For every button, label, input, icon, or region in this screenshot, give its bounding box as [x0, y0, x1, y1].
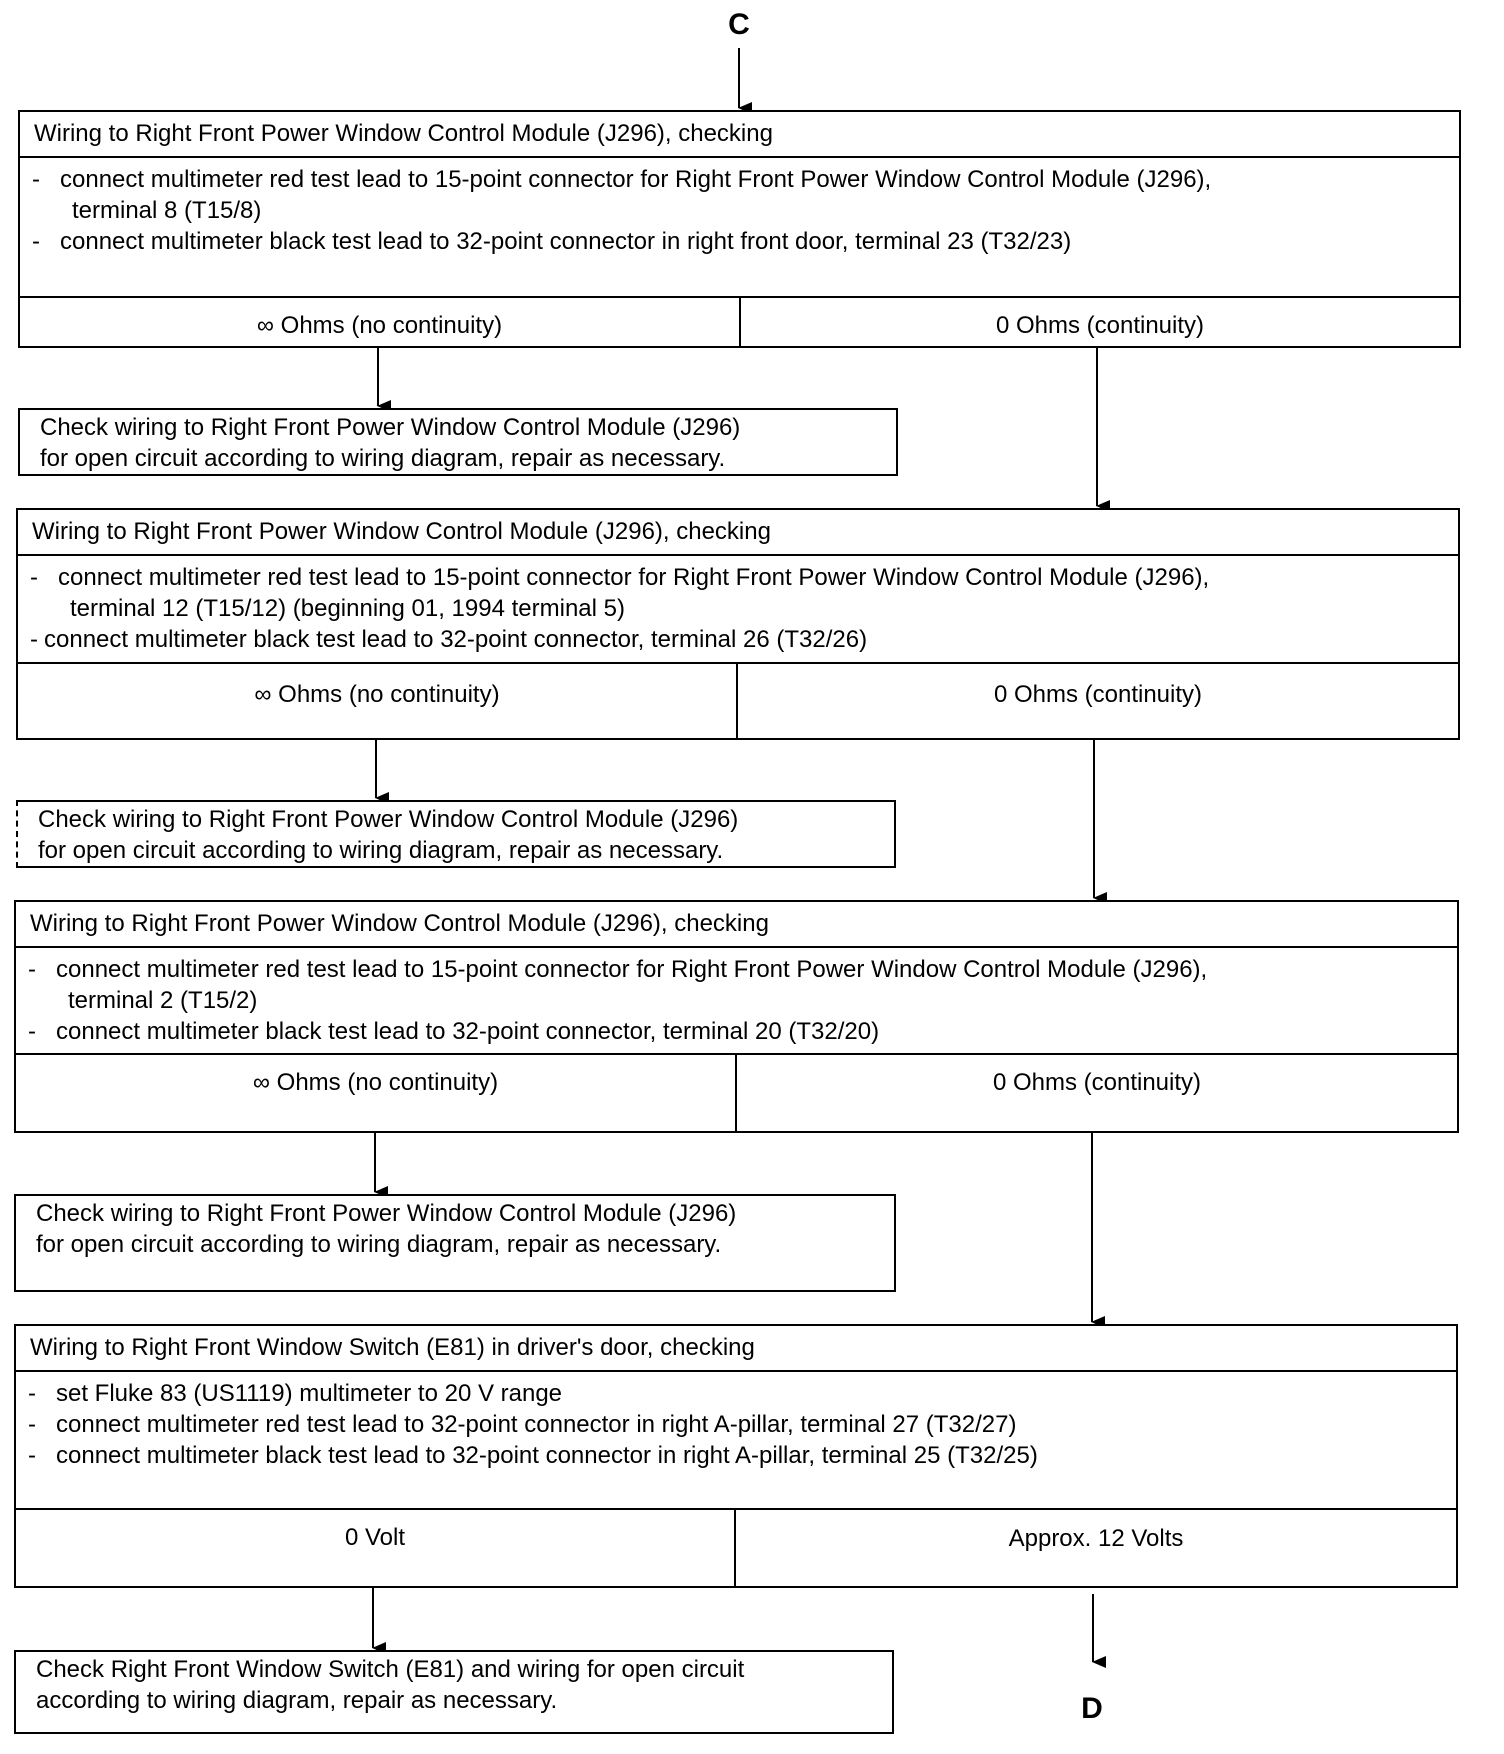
instruction-line: terminal 12 (T15/12) (beginning 01, 1994 terminal 5): [70, 595, 625, 622]
instruction-line: - connect multimeter black test lead to 32-point connector in right A-pillar, terminal 25 (T32/25): [28, 1442, 1038, 1469]
instruction-line: - connect multimeter black test lead to 32-point connector, terminal 20 (T32/20): [28, 1018, 880, 1045]
step-title: Wiring to Right Front Power Window Control Module (J296), checking: [18, 510, 1458, 556]
outcome-continuity: 0 Ohms (continuity): [992, 1069, 1202, 1096]
step-instructions: [20, 158, 1459, 257]
instruction-line: - connect multimeter red test lead to 15-point connector for Right Front Power Window Control Module (J296),: [28, 956, 1208, 983]
step-outcomes: [18, 662, 1458, 738]
check-step-3: [14, 900, 1459, 1133]
instruction-line: terminal 8 (T15/8): [72, 197, 262, 224]
instruction-line: terminal 2 (T15/2): [68, 987, 258, 1014]
step-instructions: [18, 556, 1458, 655]
repair-action-2: Check wiring to Right Front Power Window Control Module (J296) for open circuit according to wiring diagram, repair as necessary.: [16, 800, 896, 868]
outcome-no-continuity: ∞ Ohms (no continuity): [16, 1055, 737, 1131]
connector-start-label: C: [728, 8, 750, 41]
repair-action-4: Check Right Front Window Switch (E81) and wiring for open circuit according to wiring diagram, repair as necessary.: [14, 1650, 894, 1734]
step-outcomes: [16, 1053, 1457, 1131]
connector-end-label: D: [1081, 1692, 1103, 1725]
outcome-continuity: 0 Ohms (continuity): [993, 681, 1203, 708]
check-step-4: [14, 1324, 1458, 1588]
outcome-zero-volt: 0 Volt: [16, 1510, 736, 1586]
instruction-line: - connect multimeter black test lead to 32-point connector in right front door, terminal 23 (T32/23): [32, 228, 1072, 255]
step-instructions: [16, 948, 1457, 1047]
instruction-line: - set Fluke 83 (US1119) multimeter to 20 V range: [28, 1380, 563, 1407]
outcome-no-continuity: ∞ Ohms (no continuity): [18, 664, 738, 738]
instruction-line: - connect multimeter red test lead to 15-point connector for Right Front Power Window Control Module (J296),: [30, 564, 1210, 591]
step-instructions: [16, 1372, 1456, 1471]
step-outcomes: [16, 1508, 1456, 1586]
repair-action-3: Check wiring to Right Front Power Window Control Module (J296) for open circuit according to wiring diagram, repair as necessary.: [14, 1194, 896, 1292]
step-title: Wiring to Right Front Power Window Control Module (J296), checking: [20, 112, 1459, 158]
outcome-twelve-volts: Approx. 12 Volts: [1008, 1525, 1184, 1552]
instruction-line: - connect multimeter red test lead to 32-point connector in right A-pillar, terminal 27 (T32/27): [28, 1411, 1017, 1438]
step-title: Wiring to Right Front Window Switch (E81) in driver's door, checking: [16, 1326, 1456, 1372]
outcome-no-continuity: ∞ Ohms (no continuity): [20, 298, 741, 346]
instruction-line: - connect multimeter red test lead to 15-point connector for Right Front Power Window Control Module (J296),: [32, 166, 1212, 193]
step-title: Wiring to Right Front Power Window Control Module (J296), checking: [16, 902, 1457, 948]
repair-action-1: Check wiring to Right Front Power Window Control Module (J296) for open circuit according to wiring diagram, repair as necessary.: [18, 408, 898, 476]
instruction-line: - connect multimeter black test lead to 32-point connector, terminal 26 (T32/26): [30, 626, 868, 653]
step-outcomes: [20, 296, 1459, 346]
outcome-continuity: 0 Ohms (continuity): [995, 312, 1205, 339]
check-step-2: [16, 508, 1460, 740]
check-step-1: [18, 110, 1461, 348]
